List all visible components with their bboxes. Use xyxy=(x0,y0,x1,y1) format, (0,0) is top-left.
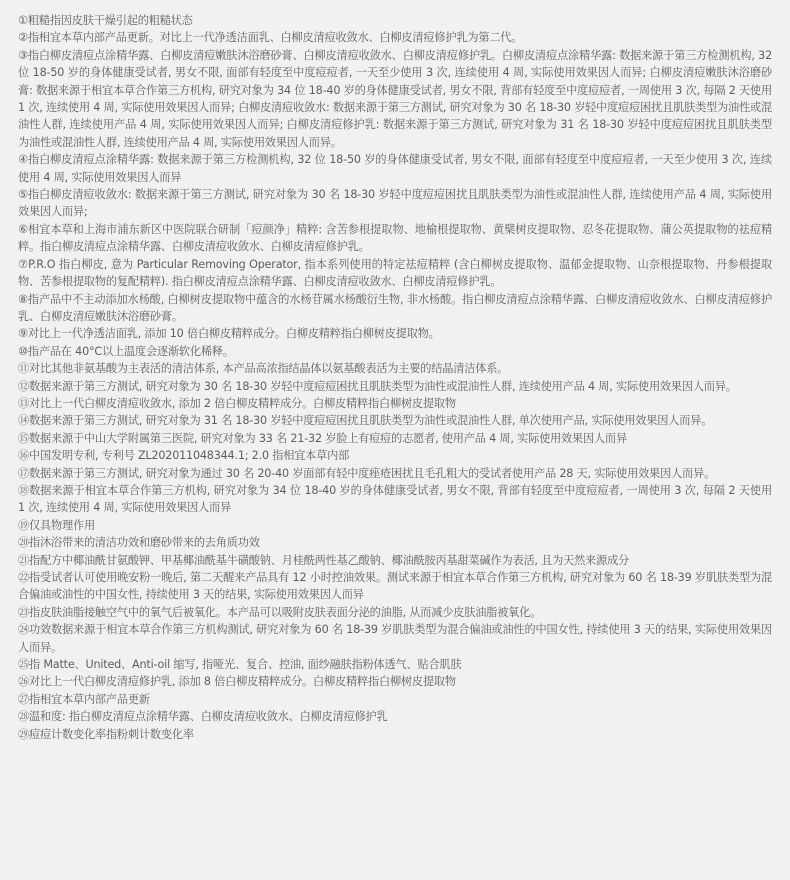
footnote-number: ㉖ xyxy=(18,675,29,689)
footnote-text: 数据来源于中山大学附属第三医院, 研究对象为 33 名 21-32 岁脸上有痘痘的志愿者, 使用产品 4 周, 实际使用效果因人而异 xyxy=(29,431,627,445)
footnote-text: 数据来源于第三方测试, 研究对象为 31 名 18-30 岁轻中度痘痘困扰且肌肤类型为油性或混油性人群, 单次使用产品, 实际使用效果因人而异。 xyxy=(29,414,713,428)
footnote-text: 指皮肤油脂接触空气中的氧气后被氧化。本产品可以吸附皮肤表面分泌的油脂, 从而减少皮肤油脂被氧化。 xyxy=(29,605,542,619)
footnote-text: 指相宜本草内部产品更新。对比上一代净透洁面乳、白柳皮清痘收敛水、白柳皮清痘修护乳为第二代。 xyxy=(27,31,523,45)
footnote-number: ⑱ xyxy=(18,483,30,497)
footnote-15 xyxy=(18,430,772,447)
footnote-text: 数据来源于第三方测试, 研究对象为 30 名 18-30 岁轻中度痘痘困扰且肌肤类型为油性或混油性人群, 连续使用产品 4 周, 实际使用效果因人而异。 xyxy=(29,379,737,393)
footnote-text: 温和度: 指白柳皮清痘点涂精华露、白柳皮清痘收敛水、白柳皮清痘修护乳 xyxy=(29,710,388,724)
footnote-23 xyxy=(18,604,772,621)
footnote-18 xyxy=(18,482,772,517)
footnote-number: ㉕ xyxy=(18,658,29,672)
footnote-number: ㉓ xyxy=(18,605,29,619)
footnote-number: ② xyxy=(18,31,28,45)
footnote-number: ㉒ xyxy=(18,571,30,584)
footnote-4 xyxy=(18,151,772,186)
footnote-text: 对比上一代净透洁面乳, 添加 10 倍白柳皮精粹成分。白柳皮精粹指白柳树皮提取物。 xyxy=(27,327,440,341)
footnote-number: ⑲ xyxy=(18,518,29,532)
footnote-22 xyxy=(18,569,772,604)
footnote-number: ⑥ xyxy=(18,222,29,236)
footnote-text: 指沐浴带来的清洁功效和磨砂带来的去角质功效 xyxy=(29,536,260,550)
footnote-number: ㉑ xyxy=(18,553,29,567)
footnote-text: 指受试者认可使用晚安粉一晚后, 第二天醒来产品具有 12 小时控油效果。测试来源于相宜本草合作第三方机构, 研究对象为 60 名 18-39 岁肌肤类型为混合偏油或油性的中国女性, 持续使用 3 天的结果, 实际使用效果因人而异 xyxy=(18,571,772,602)
footnote-3 xyxy=(18,47,772,151)
footnote-text: 指产品在 40°C以上温度会逐渐软化稀释。 xyxy=(27,344,234,358)
footnote-27 xyxy=(18,691,772,708)
footnote-number: ⑯ xyxy=(18,449,29,463)
footnote-16 xyxy=(18,447,772,464)
footnote-number: ⑤ xyxy=(18,188,28,202)
footnote-24 xyxy=(18,621,772,656)
footnote-5 xyxy=(18,186,772,221)
footnote-number: ⑩ xyxy=(18,344,28,358)
footnote-8 xyxy=(18,291,772,326)
footnote-7 xyxy=(18,256,772,291)
footnote-number: ⑫ xyxy=(18,379,29,393)
footnote-10 xyxy=(18,343,772,360)
footnote-28 xyxy=(18,708,772,725)
footnote-text: 数据来源于第三方测试, 研究对象为通过 30 名 20-40 岁面部有轻中度痤疮困扰且毛孔粗大的受试者使用产品 28 天, 实际使用效果因人而异。 xyxy=(29,466,716,480)
footnote-text: 指白柳皮清痘收敛水: 数据来源于第三方测试, 研究对象为 30 名 18-30 岁轻中度痘痘困扰且肌肤类型为油性或混油性人群, 连续使用产品 4 周, 实际使用效果因人而异; xyxy=(18,188,772,219)
footnote-13 xyxy=(18,395,772,412)
footnote-text: 指白柳皮清痘点涂精华露、白柳皮清痘嫩肤沐浴磨砂膏、白柳皮清痘收敛水、白柳皮清痘修护乳。白柳皮清痘点涂精华露: 数据来源于第三方检测机构, 32 位 18-50 岁的身体健康受试者, 男女不限, 面部有轻度至中度痘痘者, 一天至少使用 3 次, 连续使用 4 周, 实际使用效果因人而异; 白柳皮清痘嫩肤沐浴磨砂膏: 数据来源于相宜本草合作第三方机构, 研究对象为 34 位 18-40 岁的身体健康受试者, 男女不限, 背部有轻度至中度痘痘者, 一周使用 3 次, 每隔 2 天使用 1 次, 连续使用 4 周, 实际使用效果因人而异; 白柳皮清痘收敛水: 数据来源于第三方测试, 研究对象为 30 名 18-30 岁轻中度痘痘困扰且肌肤类型为油性或混油性人群, 连续使用产品 4 周, 实际使用效果因人而异; 白柳皮清痘修护乳: 数据来源于第三方测试, 研究对象为 31 名 18-30 岁轻中度痘痘困扰且肌肤类型为油性或混油性人群, 连续使用产品 4 周, 实际使用效果因人而异。 xyxy=(18,48,772,149)
footnote-number: ⑧ xyxy=(18,292,28,306)
footnote-text: 仅具物理作用 xyxy=(29,518,95,532)
footnote-number: ⑬ xyxy=(18,396,29,410)
footnote-number: ⑪ xyxy=(18,362,29,376)
footnote-number: ⑰ xyxy=(18,466,29,480)
footnote-12 xyxy=(18,378,772,395)
footnote-number: ㉙ xyxy=(18,727,29,741)
footnote-text: 指产品中不主动添加水杨酸, 白柳树皮提取物中蕴含的水杨苷属水杨酸衍生物, 非水杨酸。指白柳皮清痘点涂精华露、白柳皮清痘收敛水、白柳皮清痘修护乳、白柳皮清痘嫩肤沐浴磨砂膏。 xyxy=(18,292,772,323)
footnote-text: P.R.O 指白柳皮, 意为 Particular Removing Operator, 指本系列使用的特定祛痘精粹 (含白柳树皮提取物、温郁金提取物、山奈根提取物、丹参根提取物、苦参根提取物的复配精粹). 指白柳皮清痘点涂精华露、白柳皮清痘收敛水、白柳皮清痘修护乳。 xyxy=(18,257,772,289)
footnote-number: ⑭ xyxy=(18,414,29,428)
footnote-20 xyxy=(18,534,772,551)
footnote-text: 对比上一代白柳皮清痘修护乳, 添加 8 倍白柳皮精粹成分。白柳皮精粹指白柳树皮提取物 xyxy=(29,675,456,689)
footnote-9 xyxy=(18,325,772,342)
footnote-text: 相宜本草和上海市浦东新区中医院联合研制「痘颜净」精粹: 含苦参根提取物、地榆根提取物、黄檗树皮提取物、忍冬花提取物、蒲公英提取物的祛痘精粹。指白柳皮清痘点涂精华露、白柳皮清痘收敛水、白柳皮清痘修护乳。 xyxy=(18,222,772,254)
footnote-1 xyxy=(18,12,772,29)
footnote-text: 中国发明专利, 专利号 ZL202011048344.1; 2.0 指相宜本草内部 xyxy=(29,449,350,463)
footnote-26 xyxy=(18,673,772,690)
footnote-number: ① xyxy=(18,14,28,27)
footnote-text: 痘痘计数变化率指粉刺计数变化率 xyxy=(29,727,194,741)
footnote-text: 粗糙指因皮肤干燥引起的粗糙状态 xyxy=(27,14,193,27)
footnote-text: 对比上一代白柳皮清痘收敛水, 添加 2 倍白柳皮精粹成分。白柳皮精粹指白柳树皮提取物 xyxy=(29,396,456,410)
footnote-6 xyxy=(18,221,772,256)
footnote-number: ⑦ xyxy=(18,257,29,271)
footnote-number: ⑨ xyxy=(18,327,28,341)
footnote-text: 指配方中椰油酰甘氨酸钾、甲基椰油酰基牛磺酸钠、月桂酰两性基乙酸钠、椰油酰胺丙基甜菜碱作为表活, 且为天然来源成分 xyxy=(29,553,630,567)
footnote-text: 数据来源于相宜本草合作第三方机构, 研究对象为 34 位 18-40 岁的身体健康受试者, 男女不限, 背部有轻度至中度痘痘者, 一周使用 3 次, 每隔 2 天使用 1 次, 连续使用 4 周, 实际使用效果因人而异 xyxy=(18,483,772,515)
footnote-number: ㉘ xyxy=(18,710,29,724)
footnote-14 xyxy=(18,412,772,429)
footnote-19 xyxy=(18,517,772,534)
footnote-number: ㉗ xyxy=(18,692,29,706)
footnote-number: ⑮ xyxy=(18,431,29,445)
footnote-text: 指相宜本草内部产品更新 xyxy=(29,692,150,706)
footnote-text: 指 Matte、United、Anti-oil 缩写, 指哑光、复合、控油, 面纱融肤指粉体透气、贴合肌肤 xyxy=(29,658,462,672)
footnote-number: ④ xyxy=(18,153,28,167)
footnote-21 xyxy=(18,552,772,569)
footnote-text: 功效数据来源于相宜本草合作第三方机构测试, 研究对象为 60 名 18-39 岁肌肤类型为混合偏油或油性的中国女性, 持续使用 3 天的结果, 实际使用效果因人而异。 xyxy=(18,623,772,654)
footnote-29 xyxy=(18,726,772,743)
footnote-25 xyxy=(18,656,772,673)
footnote-2 xyxy=(18,29,772,46)
footnote-17 xyxy=(18,465,772,482)
footnote-text: 对比其他非氨基酸为主表活的清洁体系, 本产品高浓指结晶体以氨基酸表活为主要的结晶清洁体系。 xyxy=(29,362,509,376)
footnote-number: ⑳ xyxy=(18,536,29,550)
footnote-number: ㉔ xyxy=(18,623,30,637)
footnote-number: ③ xyxy=(18,48,28,62)
footnote-11 xyxy=(18,360,772,377)
footnote-text: 指白柳皮清痘点涂精华露: 数据来源于第三方检测机构, 32 位 18-50 岁的身体健康受试者, 男女不限, 面部有轻度至中度痘痘者, 一天至少使用 3 次, 连续使用 4 周, 实际使用效果因人而异 xyxy=(18,153,772,184)
